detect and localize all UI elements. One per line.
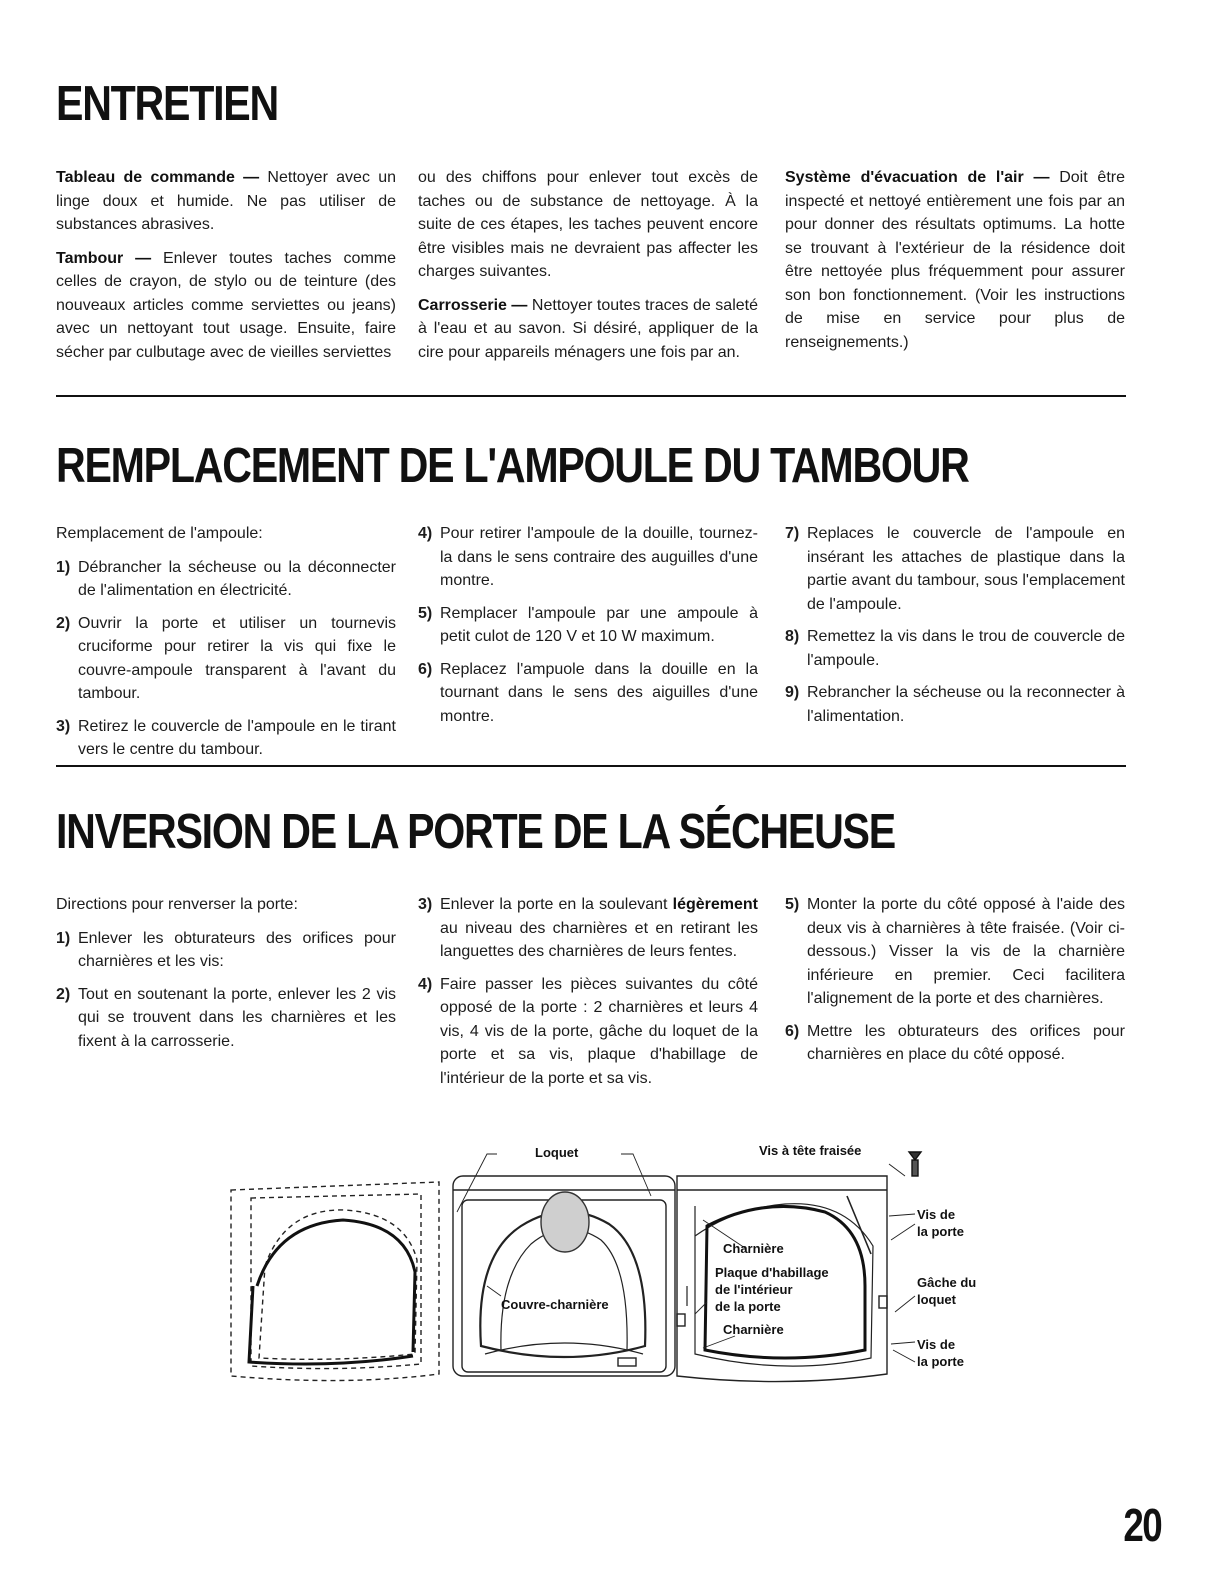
ampoule-step-6 [418, 658, 758, 729]
step-text: Enlever la porte en la soulevant [440, 896, 673, 913]
inversion-step-1 [56, 927, 396, 974]
step-number: 2) [56, 985, 71, 1003]
label-plaque-habillage: Plaque d'habillage de l'intérieur de la porte [715, 1265, 829, 1314]
step-number: 5) [418, 604, 433, 622]
step-number: 2) [56, 614, 71, 632]
step-number: 1) [56, 558, 71, 576]
step-text: au niveau des charnières et en retirant les languettes des charnières de leurs fentes. [440, 919, 758, 960]
step-number: 1) [56, 929, 71, 947]
systeme-paragraph [785, 166, 1125, 354]
ampoule-intro: Remplacement de l'ampoule: [56, 525, 263, 542]
ampoule-step-7 [785, 522, 1125, 616]
inversion-step-2 [56, 983, 396, 1054]
inversion-step-3 [418, 893, 758, 964]
page-number: 20 [1123, 1499, 1161, 1551]
divider-1 [56, 395, 1126, 397]
door-gasket-left [257, 1220, 415, 1352]
step-text: Enlever les obturateurs des orifices pour charnières et les vis: [78, 929, 396, 970]
entretien-column-3 [785, 166, 1125, 364]
systeme-text: Doit être inspecté et nettoyé entièrement une fois par an pour donner des résultats optimums. La hotte se trouvant à l'extérieur de la résidence doit être nettoyée plus fréquemment pour assurer son bon fonctionnement. (Voir les instructions de mise en service pour plus de renseignements.) [785, 169, 1125, 351]
tambour-lead: Tambour — [56, 249, 152, 267]
countersunk-screw-icon [909, 1152, 921, 1176]
step-number: 3) [418, 896, 433, 913]
step-text: Replacez l'ampuole dans la douille en la tournant dans le sens des aiguilles d'une montre. [440, 660, 758, 725]
carrosserie-lead: Carrosserie — [418, 296, 528, 314]
ampoule-step-2 [56, 612, 396, 706]
entretien-column-1 [56, 166, 396, 374]
label-vis-tete-fraisee: Vis à tête fraisée [759, 1143, 862, 1158]
label-loquet: Loquet [535, 1145, 579, 1160]
step-text: Remplacer l'ampoule par une ampoule à petit culot de 120 V et 10 W maximum. [440, 604, 758, 645]
step-number: 3) [56, 717, 71, 735]
step-emphasis: légèrement [672, 896, 758, 913]
label-vis-porte-haut: Vis de la porte [917, 1207, 964, 1239]
ampoule-steps-1 [56, 556, 396, 762]
tableau-text: Nettoyer avec un linge doux et humide. Ne pas utiliser de substances abrasives. [56, 169, 396, 233]
tambour-paragraph [56, 247, 396, 365]
entretien-title: ENTRETIEN [56, 77, 278, 131]
inversion-column-3 [785, 893, 1125, 1076]
step-text: Faire passer les pièces suivantes du côté opposé de la porte : 2 charnières et leurs 4 vis, 4 vis de la porte, gâche du loquet de la porte et sa vis, plaque d'habillage de l'intérieur de la porte et sa vis. [440, 975, 758, 1087]
step-number: 8) [785, 628, 800, 645]
inversion-step-5 [785, 893, 1125, 1011]
label-gache-loquet: Gâche du loquet [917, 1275, 977, 1307]
leader-lines [457, 1154, 915, 1362]
entretien-column-2 [418, 166, 758, 374]
step-text: Monter la porte du côté opposé à l'aide des deux vis à charnières à tête fraisée. (Voir ci-dessous.) Visser la vis de la charnière inférieure en premier. Ceci facilitera l'alignement de la porte et des charnières. [807, 896, 1125, 1007]
step-text: Mettre les obturateurs des orifices pour charnières en place du côté opposé. [807, 1022, 1125, 1063]
step-text: Rebrancher la sécheuse ou la reconnecter à l'alimentation. [807, 684, 1125, 725]
systeme-lead: Système d'évacuation de l'air — [785, 169, 1050, 186]
inversion-steps-2 [418, 893, 758, 1090]
divider-2 [56, 765, 1126, 767]
label-charniere-bas: Charnière [723, 1322, 784, 1337]
inversion-title: INVERSION DE LA PORTE DE LA SÉCHEUSE [56, 805, 895, 859]
continuation-paragraph: ou des chiffons pour enlever tout excès de taches ou de substance de nettoyage. À la suite de ces étapes, les taches peuvent encore être visibles mais ne devraient pas affecter les charges suivantes. [418, 169, 758, 280]
step-number: 6) [418, 660, 433, 678]
ampoule-step-9 [785, 681, 1125, 728]
ampoule-column-2 [418, 522, 758, 737]
step-text: Replaces le couvercle de l'ampoule en insérant les attaches de plastique dans la partie avant du tambour, sous l'emplacement de l'ampoule. [807, 525, 1125, 613]
ampoule-step-3 [56, 715, 396, 762]
removed-door-outline [231, 1182, 439, 1381]
inversion-column-1 [56, 893, 396, 1062]
step-number: 6) [785, 1022, 800, 1040]
label-charniere-haut: Charnière [723, 1241, 784, 1256]
ampoule-title: REMPLACEMENT DE L'AMPOULE DU TAMBOUR [56, 439, 969, 493]
ampoule-column-3 [785, 522, 1125, 737]
tambour-text: Enlever toutes taches comme celles de crayon, de stylo ou de teinture (des nouveaux articles comme serviettes ou jeans) avec un nettoyant tout usage. Ensuite, faire sécher par culbutage avec de vieilles serviettes [56, 249, 396, 361]
inversion-intro: Directions pour renverser la porte: [56, 896, 298, 913]
step-number: 5) [785, 896, 800, 913]
ampoule-step-1 [56, 556, 396, 603]
carrosserie-paragraph [418, 294, 758, 365]
step-number: 7) [785, 525, 800, 542]
step-number: 9) [785, 684, 800, 701]
step-number: 4) [418, 975, 433, 993]
ampoule-steps-3 [785, 522, 1125, 728]
step-text: Ouvrir la porte et utiliser un tournevis cruciforme pour retirer la vis qui fixe le couvre-ampoule transparent à l'avant du tambour. [78, 614, 396, 702]
ampoule-step-4 [418, 522, 758, 593]
step-text: Tout en soutenant la porte, enlever les 2 vis qui se trouvent dans les charnières et les fixent à la carrosserie. [78, 985, 396, 1050]
step-text: Débrancher la sécheuse ou la déconnecter de l'alimentation en électricité. [78, 558, 396, 599]
inversion-steps-1 [56, 927, 396, 1054]
inversion-steps-3 [785, 893, 1125, 1067]
ampoule-column-1 [56, 522, 396, 771]
step-text: Retirez le couvercle de l'ampoule en le tirant vers le centre du tambour. [78, 717, 396, 758]
label-vis-porte-bas: Vis de la porte [917, 1337, 964, 1369]
tableau-paragraph [56, 166, 396, 237]
ampoule-step-5 [418, 602, 758, 649]
dryer-front-left [453, 1176, 675, 1376]
label-couvre-charniere: Couvre-charnière [501, 1297, 609, 1312]
inversion-column-2 [418, 893, 758, 1099]
carrosserie-text: Nettoyer toutes traces de saleté à l'eau et au savon. Si désiré, appliquer de la cire pour appareils ménagers une fois par an. [418, 296, 759, 361]
inversion-step-4 [418, 973, 758, 1091]
door-reversal-diagram [225, 1136, 1005, 1396]
step-number: 4) [418, 525, 433, 542]
ampoule-step-8 [785, 625, 1125, 672]
tableau-lead: Tableau de commande — [56, 169, 260, 186]
step-text: Pour retirer l'ampoule de la douille, tournez-la dans le sens contraire des auguilles d'une montre. [440, 525, 758, 589]
ampoule-steps-2 [418, 522, 758, 728]
door-diagram-svg [225, 1136, 1005, 1396]
step-text: Remettez la vis dans le trou de couvercle de l'ampoule. [807, 628, 1125, 669]
inversion-step-6 [785, 1020, 1125, 1067]
